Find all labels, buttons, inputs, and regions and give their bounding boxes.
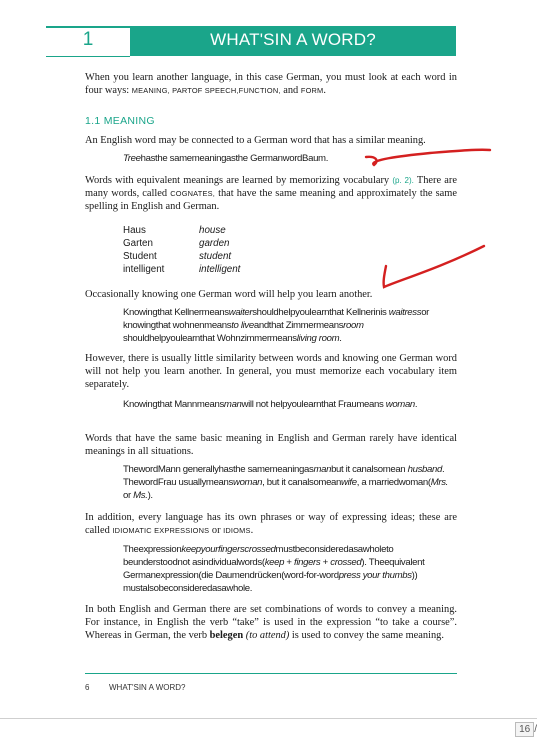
ex5-italic: crossed bbox=[330, 557, 362, 568]
ex5-italic: fingers bbox=[294, 557, 321, 568]
ex4-text: ). bbox=[147, 490, 153, 501]
example-fingers bbox=[123, 543, 453, 595]
vocab-row bbox=[123, 250, 240, 263]
ex5-text: + bbox=[284, 557, 294, 568]
intro-text-and: and bbox=[280, 85, 301, 96]
footer-rule bbox=[85, 673, 457, 674]
example-tree bbox=[123, 152, 453, 165]
ex3-text: . bbox=[414, 399, 418, 410]
idioms-text: In addition, every language has its own phrases or way of expressing ideas; these are called bbox=[85, 512, 457, 536]
vocab-german: Student bbox=[123, 251, 157, 262]
cognates-smallcaps: COGNATES, bbox=[170, 189, 215, 198]
page-indicator[interactable] bbox=[515, 722, 537, 737]
vocab-german: Haus bbox=[123, 225, 146, 236]
ex4-italic: husband bbox=[407, 464, 442, 475]
ex3-italic: man bbox=[223, 399, 242, 410]
vocab-english: garden bbox=[199, 238, 230, 249]
combinations-bold: belegen bbox=[209, 630, 244, 641]
vocab-german: intelligent bbox=[123, 264, 165, 275]
ex5-text: ). Theequivalent Germanexpression(die Daumendrücken(word-for-word bbox=[123, 557, 425, 581]
ex4-text: , a marriedwoman( bbox=[356, 477, 431, 488]
cognates-text-2: There are many words, called bbox=[85, 175, 457, 199]
paragraph-however: However, there is usually little similarity between words and knowing one German word will not help you learn another. In general, you must memorize each vocabulary item separately. bbox=[85, 353, 457, 390]
example-tree-italic: Tree bbox=[123, 153, 141, 164]
cognates-text-3: that have the same meaning and approximately the same spelling in English and German. bbox=[85, 188, 457, 212]
ex2-italic: living room bbox=[296, 333, 340, 344]
current-page-box[interactable]: 16 bbox=[515, 722, 534, 737]
ex2-text: . bbox=[339, 333, 342, 344]
idioms-smallcaps: IDIOMATIC EXPRESSIONS bbox=[112, 526, 210, 535]
intro-paragraph bbox=[85, 71, 457, 97]
ex4-italic: Mrs. bbox=[430, 477, 448, 488]
chapter-number-box bbox=[46, 26, 130, 57]
idioms-text: . bbox=[250, 525, 254, 536]
chapter-header bbox=[46, 26, 456, 56]
idioms-text: or bbox=[209, 525, 224, 536]
chapter-number: 1 bbox=[82, 29, 94, 50]
paragraph-occasionally: Occasionally knowing one German word will help you learn another. bbox=[85, 289, 373, 300]
paragraph-combinations bbox=[85, 603, 457, 642]
ex3-italic: woman bbox=[385, 399, 415, 410]
intro-smallcaps-terms: MEANING, PARTOF SPEECH,FUNCTION, bbox=[131, 86, 281, 95]
ex4-text: ThewordMann generallyhasthe samemeaningas bbox=[123, 464, 314, 475]
combinations-italic: (to attend) bbox=[245, 630, 290, 641]
vocab-english: house bbox=[199, 225, 226, 236]
ex4-italic: Ms. bbox=[133, 490, 148, 501]
example-tree-text: hasthe samemeaningasthe GermanwordBaum. bbox=[140, 153, 329, 164]
example-mann bbox=[123, 398, 453, 411]
ex2-text: andthat Zimmermeans bbox=[253, 320, 344, 331]
combinations-text-end: is used to convey the same meaning. bbox=[289, 630, 444, 641]
ex5-text: mustbeconsideredasawholeto beunderstoodnot asindividualwords( bbox=[123, 544, 394, 568]
vocab-row bbox=[123, 224, 240, 237]
annotation-arrow-2 bbox=[384, 246, 484, 287]
intro-text-end: . bbox=[323, 85, 327, 96]
ex4-text: but it canalsomean bbox=[331, 464, 408, 475]
ex5-italic: press your thumbs bbox=[338, 570, 412, 581]
vocabulary-list bbox=[123, 224, 240, 276]
paragraph-meaning-1: An English word may be connected to a German word that has a similar meaning. bbox=[85, 135, 426, 146]
ex4-text: . ThewordFrau usuallymeans bbox=[123, 464, 445, 488]
page-footer bbox=[85, 683, 186, 692]
ex2-text: shouldhelpyoulearnthat Wohnzimmermeans bbox=[123, 333, 297, 344]
ex2-text: or knowingthat wohnenmeans bbox=[123, 307, 430, 331]
ex5-text: Theexpression bbox=[123, 544, 182, 555]
example-kellner bbox=[123, 306, 453, 345]
ex4-italic: wife bbox=[341, 477, 357, 488]
ex5-text: + bbox=[320, 557, 331, 568]
cognates-text-1: Words with equivalent meanings are learned by memorizing vocabulary bbox=[85, 175, 390, 186]
viewer-bottom-bar bbox=[0, 718, 537, 751]
paragraph-idioms bbox=[85, 511, 457, 537]
ex2-text: Knowingthat Kellnermeans bbox=[123, 307, 229, 318]
chapter-title-box bbox=[130, 26, 456, 56]
ex2-text: shouldhelpyoulearnthat Kellnerinis bbox=[252, 307, 389, 318]
vocab-row bbox=[123, 237, 240, 250]
ex4-text: or bbox=[123, 490, 134, 501]
ex3-text: Knowingthat Mannmeans bbox=[123, 399, 224, 410]
idioms-smallcaps: IDIOMS bbox=[223, 526, 251, 535]
vocab-english: student bbox=[199, 251, 232, 262]
ex5-italic: keep bbox=[264, 557, 285, 568]
chapter-title: WHAT'SIN A WORD? bbox=[210, 30, 376, 49]
ex4-italic: man bbox=[313, 464, 332, 475]
page-reference-link[interactable]: (p. 2). bbox=[392, 176, 414, 185]
section-heading: 1.1 MEANING bbox=[85, 115, 155, 127]
ex4-text: , but it canalsomean bbox=[262, 477, 342, 488]
ex2-italic: room bbox=[343, 320, 364, 331]
footer-page-number: 6 bbox=[85, 683, 90, 692]
paragraph-basic-meaning: Words that have the same basic meaning in English and German rarely have identical meanings in all situations. bbox=[85, 433, 457, 457]
combinations-text: In both English and German there are set combinations of words to convey a meaning. For instance, in English the verb “take” is used in the expression “to take a course”. Whereas in German, the verb bbox=[85, 604, 457, 641]
paragraph-cognates bbox=[85, 174, 457, 213]
vocab-english: intelligent bbox=[199, 264, 241, 275]
ex4-italic: woman bbox=[232, 477, 263, 488]
intro-text: When you learn another language, in this case German, you must look at each word in four ways: bbox=[85, 72, 457, 96]
ex2-italic: to live bbox=[231, 320, 254, 331]
vocab-german: Garten bbox=[123, 238, 153, 249]
vocab-row bbox=[123, 263, 240, 276]
footer-title: WHAT'SIN A WORD? bbox=[109, 683, 186, 692]
intro-smallcaps-form: FORM bbox=[300, 86, 324, 95]
ex2-italic: waitress bbox=[388, 307, 422, 318]
ex2-italic: waiter bbox=[228, 307, 253, 318]
example-frau bbox=[123, 463, 453, 502]
ex5-italic: keepyourfingerscrossed bbox=[181, 544, 276, 555]
page-separator: / bbox=[534, 724, 537, 735]
ex3-text: will not helpyoulearnthat Fraumeans bbox=[241, 399, 386, 410]
ex5-text: )) mustalsobeconsideredasawhole. bbox=[123, 570, 418, 594]
